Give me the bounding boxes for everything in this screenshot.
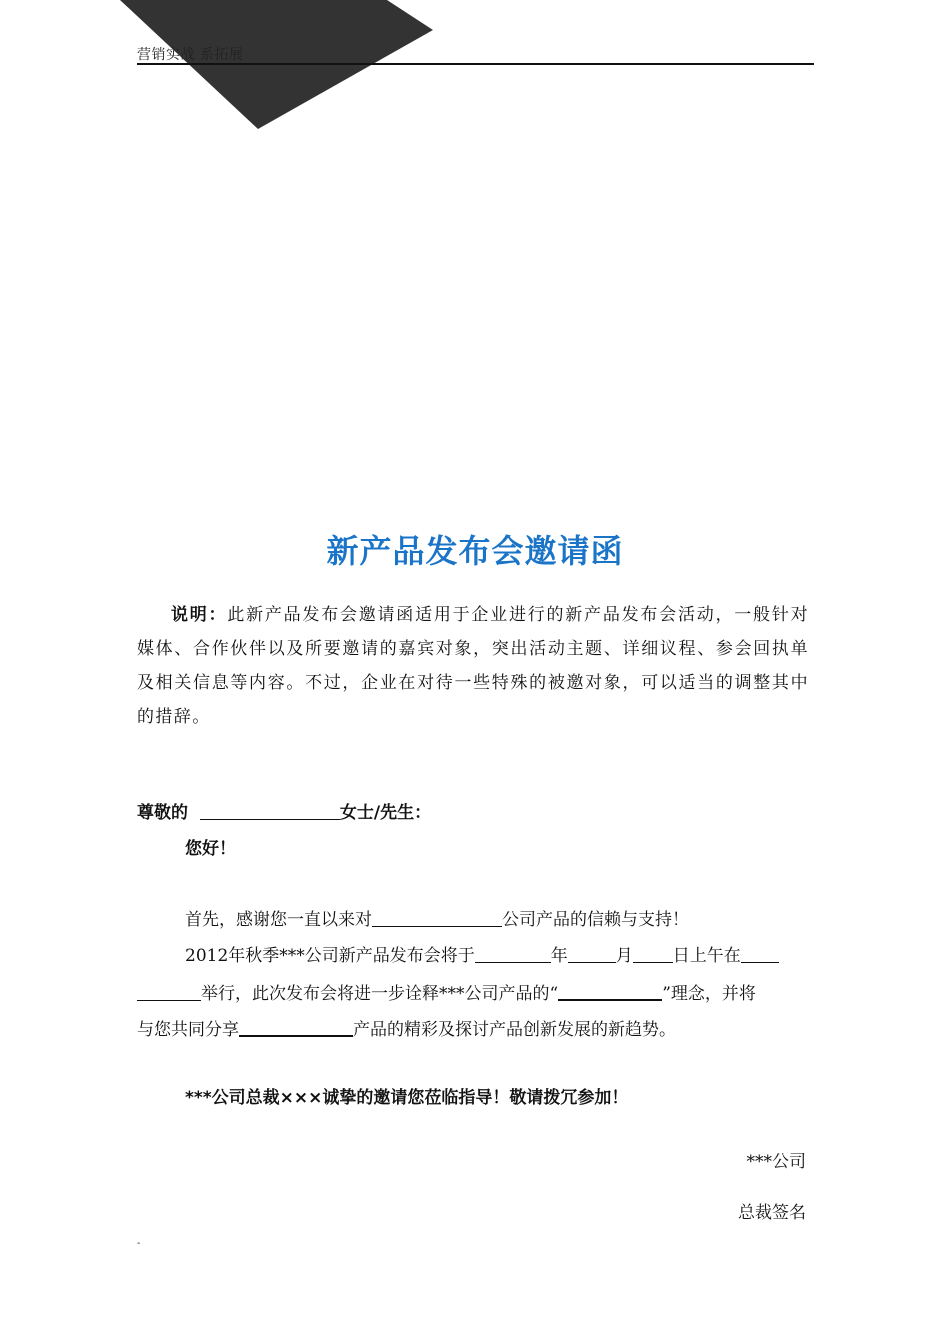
paragraph1-part2: 公司产品的信赖与支持！ bbox=[502, 910, 689, 930]
footer-mark: - bbox=[137, 1238, 141, 1249]
paragraph2-line1 bbox=[185, 941, 779, 966]
month-blank[interactable] bbox=[568, 944, 616, 963]
product-blank[interactable] bbox=[239, 1017, 353, 1037]
concept-blank[interactable] bbox=[558, 981, 662, 1001]
salutation-suffix: 女士/先生： bbox=[339, 803, 432, 823]
venue-blank-2[interactable] bbox=[137, 982, 201, 1001]
header-rule bbox=[137, 63, 814, 65]
paragraph1-line bbox=[185, 905, 689, 930]
paragraph2-part2: 举行，此次发布会将进一步诠释***公司产品的“ bbox=[201, 984, 559, 1004]
year-blank[interactable] bbox=[475, 944, 551, 963]
month-label: 月 bbox=[615, 946, 633, 966]
salutation-line bbox=[137, 798, 431, 823]
page-title: 新产品发布会邀请函 bbox=[326, 532, 624, 570]
paragraph2-part1: 2012年秋季***公司新产品发布会将于 bbox=[185, 946, 475, 966]
invite-line: ***公司总裁×××诚挚的邀请您莅临指导！敬请拨冗参加！ bbox=[185, 1088, 629, 1108]
day-label: 日上午在 bbox=[672, 946, 741, 966]
day-blank[interactable] bbox=[633, 944, 673, 963]
paragraph2-line2 bbox=[137, 979, 756, 1004]
venue-blank-1[interactable] bbox=[741, 944, 779, 963]
name-blank[interactable] bbox=[200, 801, 340, 820]
note-paragraph bbox=[137, 598, 809, 734]
note-label: 说明： bbox=[171, 605, 228, 625]
corner-decoration-shape bbox=[0, 0, 440, 140]
salutation-prefix: 尊敬的 bbox=[137, 803, 188, 823]
paragraph2-part4: 与您共同分享 bbox=[137, 1020, 239, 1040]
signature-company: ***公司 bbox=[746, 1152, 806, 1172]
greeting: 您好！ bbox=[185, 839, 236, 859]
paragraph2-part5: 产品的精彩及探讨产品创新发展的新趋势。 bbox=[353, 1020, 676, 1040]
paragraph1-part1: 首先，感谢您一直以来对 bbox=[185, 910, 372, 930]
header-text: 营销实战 系拓展 bbox=[137, 47, 244, 63]
note-text: 此新产品发布会邀请函适用于企业进行的新产品发布会活动，一般针对媒体、合作伙伴以及所要邀请的嘉宾对象，突出活动主题、详细议程、参会回执单及相关信息等内容。不过，企业在对待一些特殊的被邀对象，可以适当的调整其中的措辞。 bbox=[137, 605, 809, 727]
paragraph2-line3 bbox=[137, 1015, 676, 1040]
year-label: 年 bbox=[550, 946, 568, 966]
company-blank[interactable] bbox=[372, 908, 502, 927]
paragraph2-part3: ”理念，并将 bbox=[662, 984, 756, 1004]
signature-name: 总裁签名 bbox=[738, 1203, 806, 1223]
